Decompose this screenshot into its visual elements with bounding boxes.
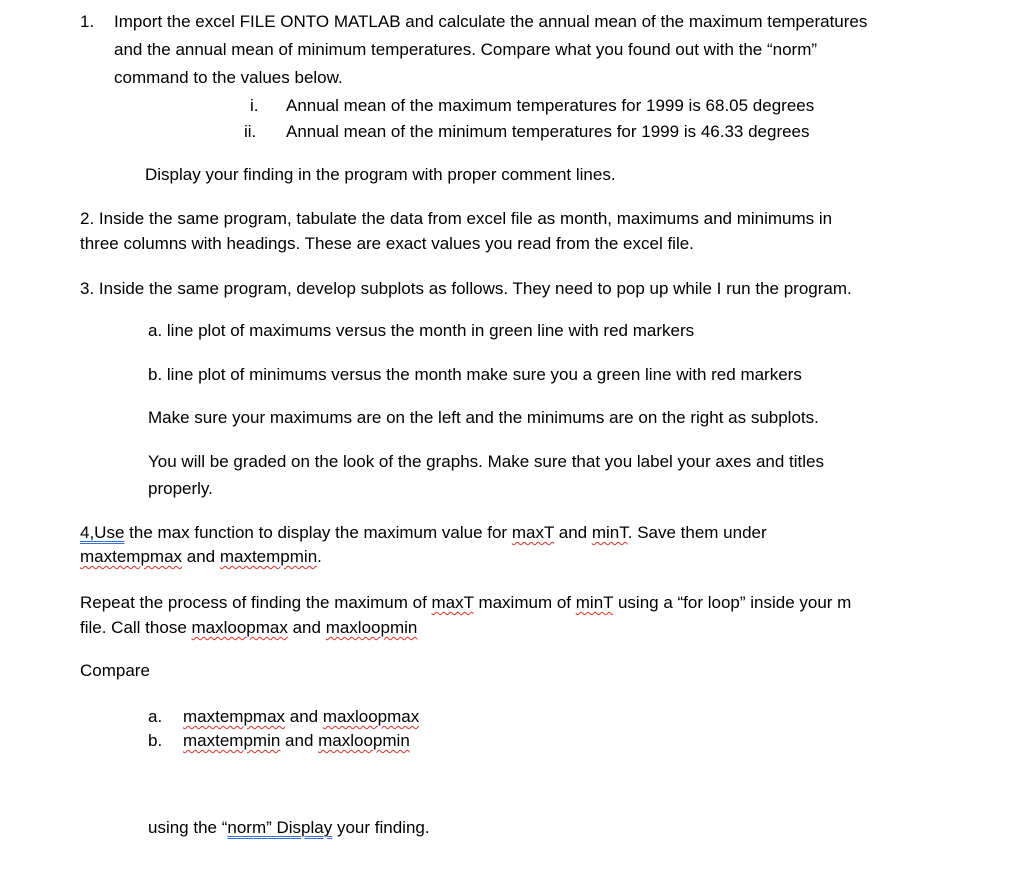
text-segment: using the “: [148, 818, 228, 837]
misspelled-word: maxloopmin: [325, 618, 418, 637]
misspelled-word: maxT: [431, 593, 474, 612]
text-segment: and: [182, 547, 220, 566]
text-segment: Make sure your maximums are on the left and the minimums are on the right as subplots.: [148, 408, 819, 427]
text-line: [183, 730, 410, 752]
text-segment: and: [285, 707, 323, 726]
text-segment: 3. Inside the same program, develop subplots as follows. They need to pop up while I run the program.: [80, 279, 852, 298]
text-line: [148, 730, 162, 752]
misspelled-word: maxtempmin: [183, 731, 281, 750]
misspelled-word: minT: [575, 593, 614, 612]
misspelled-word: maxtempmax: [183, 707, 286, 726]
text-line: [244, 121, 256, 143]
misspelled-word: maxtempmax: [80, 547, 183, 566]
text-line: [250, 95, 259, 117]
text-segment: ii.: [244, 122, 257, 141]
text-segment: a.: [148, 707, 163, 726]
text-segment: and the annual mean of minimum temperatures. Compare what you found out with the “norm”: [114, 40, 818, 59]
text-line: [148, 706, 162, 728]
text-segment: i.: [250, 96, 259, 115]
text-segment: maximum of: [473, 593, 576, 612]
grammar-flagged-text: 4,Use: [80, 523, 125, 542]
misspelled-word: minT: [591, 523, 628, 542]
text-line: [148, 817, 430, 839]
text-segment: properly.: [148, 479, 213, 498]
text-line: [114, 67, 343, 89]
text-segment: your finding.: [332, 818, 430, 837]
grammar-flagged-text: norm” Display: [227, 818, 333, 837]
text-line: [148, 364, 802, 386]
text-segment: command to the values below.: [114, 68, 343, 87]
text-line: [114, 11, 867, 33]
text-line: [183, 706, 419, 728]
text-segment: 1.: [80, 12, 95, 31]
text-line: [80, 617, 417, 639]
text-segment: and: [280, 731, 319, 750]
misspelled-word: maxtempmin: [219, 547, 318, 566]
text-segment: Annual mean of the minimum temperatures for 1999 is 46.33 degrees: [286, 122, 810, 141]
text-line: [286, 95, 814, 117]
text-segment: and: [287, 618, 326, 637]
text-segment: Import the excel FILE ONTO MATLAB and calculate the annual mean of the maximum temperatures: [114, 12, 868, 31]
text-segment: .: [317, 547, 322, 566]
text-segment: using a “for loop” inside your m: [613, 593, 852, 612]
text-segment: Annual mean of the maximum temperatures for 1999 is 68.05 degrees: [286, 96, 815, 115]
text-line: [80, 208, 832, 230]
text-segment: three columns with headings. These are exact values you read from the excel file.: [80, 234, 694, 253]
text-segment: Compare: [80, 661, 150, 680]
misspelled-word: maxloopmax: [191, 618, 288, 637]
text-segment: b. line plot of minimums versus the month make sure you a green line with red markers: [148, 365, 802, 384]
text-line: [148, 451, 824, 473]
text-line: [80, 11, 94, 33]
text-line: [114, 39, 817, 61]
text-line: [80, 522, 767, 544]
text-segment: file. Call those: [80, 618, 192, 637]
text-line: [145, 164, 616, 186]
text-segment: and: [554, 523, 592, 542]
misspelled-word: maxloopmin: [318, 731, 410, 750]
text-line: [148, 478, 213, 500]
text-segment: Repeat the process of finding the maximum of: [80, 593, 432, 612]
text-segment: Display your finding in the program with proper comment lines.: [145, 165, 616, 184]
text-segment: a. line plot of maximums versus the month in green line with red markers: [148, 321, 695, 340]
text-line: [148, 407, 819, 429]
text-segment: . Save them under: [627, 523, 767, 542]
misspelled-word: maxloopmax: [322, 707, 420, 726]
text-segment: the max function to display the maximum value for: [124, 523, 512, 542]
text-line: [148, 320, 694, 342]
text-segment: b.: [148, 731, 163, 750]
text-line: [286, 121, 810, 143]
text-segment: 2. Inside the same program, tabulate the data from excel file as month, maximums and minimums in: [80, 209, 833, 228]
text-line: [80, 592, 851, 614]
text-segment: You will be graded on the look of the graphs. Make sure that you label your axes and titles: [148, 452, 825, 471]
misspelled-word: maxT: [511, 523, 555, 542]
text-line: [80, 278, 852, 300]
text-line: [80, 546, 322, 568]
text-line: [80, 233, 694, 255]
text-line: [80, 660, 150, 682]
